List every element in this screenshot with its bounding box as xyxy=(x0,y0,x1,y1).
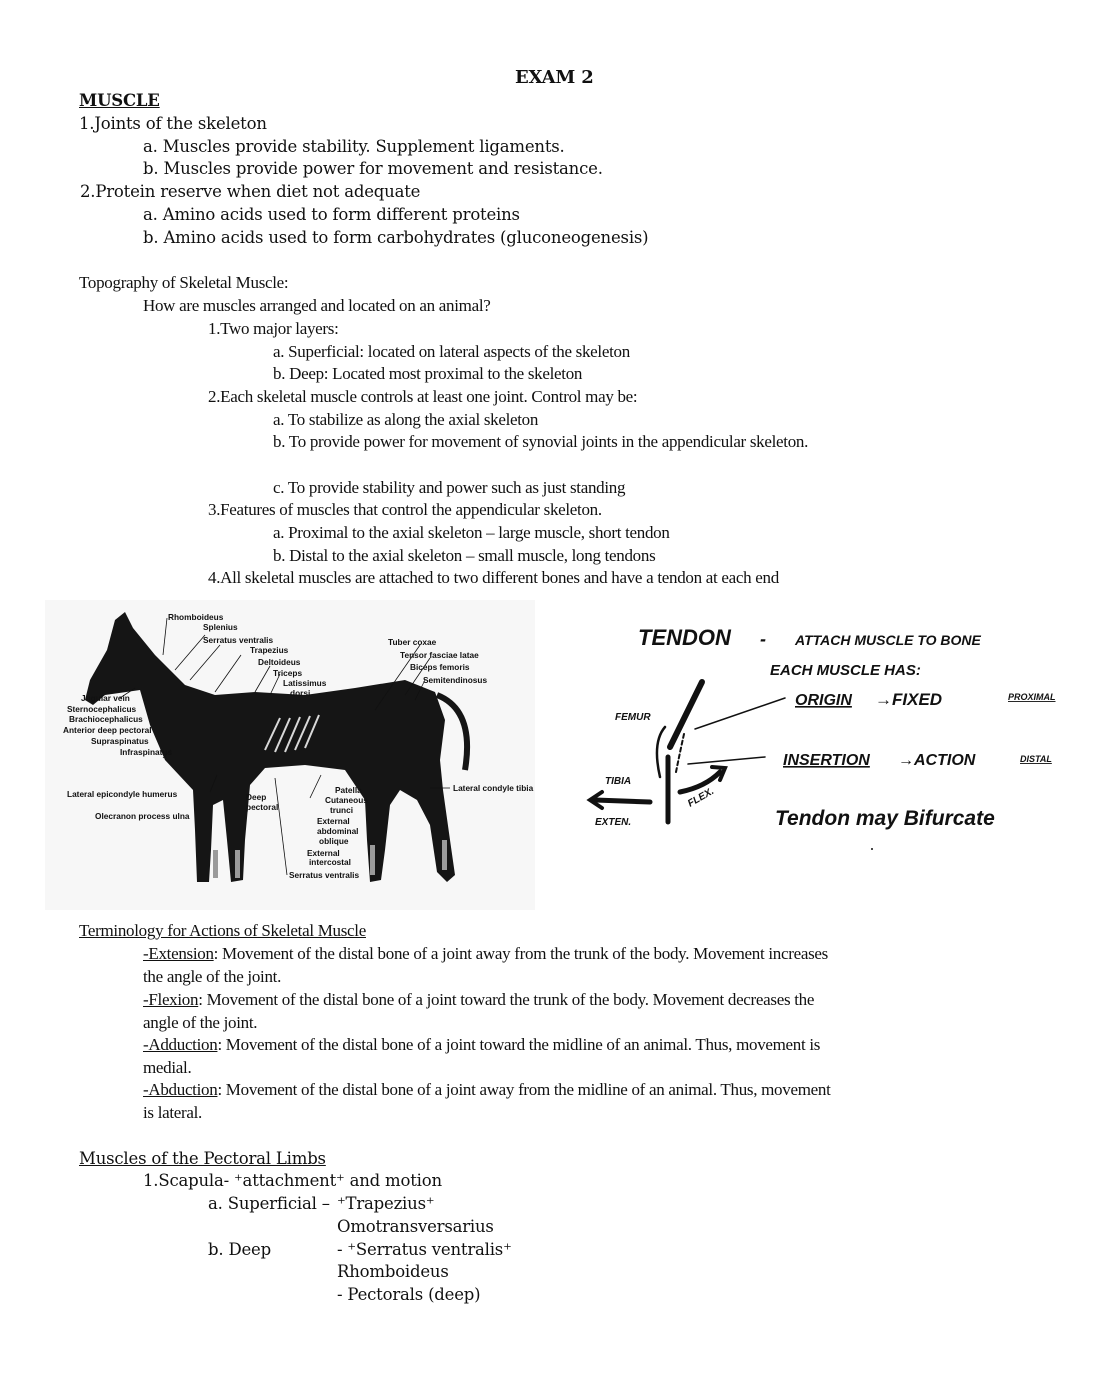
sketch-fixed: →FIXED xyxy=(875,690,943,709)
sketch-definition: ATTACH MUSCLE TO BONE xyxy=(795,632,981,648)
term-abduction-cont: is lateral. xyxy=(143,1103,203,1122)
deep-label: b. Deep xyxy=(208,1240,271,1259)
superficial-muscle: ⁺Trapezius⁺ xyxy=(337,1194,435,1213)
list-item: 3.Features of muscles that control the appendicular skeleton. xyxy=(208,500,602,519)
label-external-1: External xyxy=(317,816,350,826)
label-triceps: Triceps xyxy=(273,668,303,678)
list-item: c. To provide stability and power such as just standing xyxy=(273,478,626,497)
sketch-distal: DISTAL xyxy=(1020,754,1052,764)
sketch-proximal: PROXIMAL xyxy=(1008,692,1056,702)
superficial-label: a. Superficial – xyxy=(208,1194,330,1213)
label-anterior-deep-pectoral: Anterior deep pectoral xyxy=(63,725,152,735)
superficial-muscle: Omotransversarius xyxy=(337,1217,494,1236)
label-trapezius: Trapezius xyxy=(250,645,289,655)
label-rhomboideus: Rhomboideus xyxy=(168,612,224,622)
label-intercostal: intercostal xyxy=(309,857,351,867)
label-lateral-condyle-tibia: Lateral condyle tibia xyxy=(453,783,534,793)
list-item: 1.Scapula- ⁺attachment⁺ and motion xyxy=(143,1171,442,1190)
label-semitendinosus: Semitendinosus xyxy=(423,675,488,685)
label-trunci: trunci xyxy=(330,805,354,815)
section-heading-muscle: MUSCLE xyxy=(79,91,160,110)
list-item: a. Superficial: located on lateral aspects of the skeleton xyxy=(273,342,630,361)
label-tensor-fasciae-latae: Tensor fasciae latae xyxy=(400,650,479,660)
sketch-femur-label: FEMUR xyxy=(615,712,651,723)
label-serratus-ventralis-bottom: Serratus ventralis xyxy=(289,870,360,880)
term-definition: : Movement of the distal bone of a joint away from the midline of an animal. Thus, movement xyxy=(217,1080,831,1099)
list-item: 4.All skeletal muscles are attached to two different bones and have a tendon at each end xyxy=(208,568,779,587)
label-jugular-vein: Jugular vein xyxy=(81,693,130,703)
term-name: -Adduction xyxy=(143,1035,218,1054)
horse-muscle-diagram xyxy=(45,600,535,910)
term-extension-cont: the angle of the joint. xyxy=(143,967,282,986)
deep-muscle: - ⁺Serratus ventralis⁺ xyxy=(337,1240,512,1259)
section-heading-terminology: Terminology for Actions of Skeletal Muscle xyxy=(79,921,366,940)
term-definition: : Movement of the distal bone of a joint away from the trunk of the body. Movement increases xyxy=(213,944,828,963)
term-name: -Extension xyxy=(143,944,214,963)
label-cutaneous: Cutaneous xyxy=(325,795,368,805)
deep-muscle: - Pectorals (deep) xyxy=(337,1285,481,1304)
list-item: 2.Each skeletal muscle controls at least one joint. Control may be: xyxy=(208,387,638,406)
label-dorsi: dorsi xyxy=(290,688,311,698)
label-pectoral: pectoral xyxy=(246,802,279,812)
list-item: 2.Protein reserve when diet not adequate xyxy=(80,182,421,201)
term-name: -Abduction xyxy=(143,1080,218,1099)
section-heading-topography: Topography of Skeletal Muscle: xyxy=(79,273,289,292)
list-item: a. Amino acids used to form different proteins xyxy=(143,205,520,224)
section-heading-pectoral-limbs: Muscles of the Pectoral Limbs xyxy=(79,1149,326,1168)
list-item: 1.Two major layers: xyxy=(208,319,339,338)
label-deep: Deep xyxy=(246,792,267,802)
label-brachiocephalicus: Brachiocephalicus xyxy=(69,714,143,724)
term-definition: : Movement of the distal bone of a joint toward the midline of an animal. Thus, movement is xyxy=(217,1035,821,1054)
label-tuber-coxae: Tuber coxae xyxy=(388,637,437,647)
label-deltoideus: Deltoideus xyxy=(258,657,301,667)
term-flexion xyxy=(143,990,814,1010)
label-olecranon-process-ulna: Olecranon process ulna xyxy=(95,811,190,821)
sketch-flex-label: FLEX. xyxy=(686,785,717,810)
sketch-insertion: INSERTION xyxy=(783,752,870,769)
label-latissimus: Latissimus xyxy=(283,678,327,688)
section-question: How are muscles arranged and located on an animal? xyxy=(143,296,491,315)
list-item: b. Deep: Located most proximal to the skeleton xyxy=(273,364,583,383)
label-sternocephalicus: Sternocephalicus xyxy=(67,704,137,714)
term-adduction xyxy=(143,1035,820,1055)
list-item: b. Muscles provide power for movement and resistance. xyxy=(143,159,603,178)
list-item: a. Muscles provide stability. Supplement ligaments. xyxy=(143,137,565,156)
label-oblique: oblique xyxy=(319,836,349,846)
sketch-dash: - xyxy=(760,629,766,649)
term-extension xyxy=(143,944,828,964)
term-definition: : Movement of the distal bone of a joint toward the trunk of the body. Movement decreases the xyxy=(198,990,815,1009)
label-serratus-ventralis-top: Serratus ventralis xyxy=(203,635,274,645)
deep-muscle: Rhomboideus xyxy=(337,1262,449,1281)
label-infraspinatus: Infraspinatus xyxy=(120,747,173,757)
tendon-sketch-diagram xyxy=(580,612,1080,857)
label-biceps-femoris: Biceps femoris xyxy=(410,662,470,672)
list-item: b. Amino acids used to form carbohydrates (gluconeogenesis) xyxy=(143,228,649,247)
label-supraspinatus: Supraspinatus xyxy=(91,736,149,746)
sketch-each-muscle-has: EACH MUSCLE HAS: xyxy=(770,662,921,679)
list-item: b. Distal to the axial skeleton – small muscle, long tendons xyxy=(273,546,656,565)
page-title: EXAM 2 xyxy=(515,67,594,88)
label-abdominal: abdominal xyxy=(317,826,359,836)
term-abduction xyxy=(143,1080,831,1100)
sketch-action: →ACTION xyxy=(898,752,976,769)
list-item: b. To provide power for movement of synovial joints in the appendicular skeleton. xyxy=(273,432,809,451)
sketch-bifurcate-note: Tendon may Bifurcate xyxy=(775,807,995,830)
label-lateral-epicondyle-humerus: Lateral epicondyle humerus xyxy=(67,789,178,799)
term-name: -Flexion xyxy=(143,990,199,1009)
sketch-exten-label: EXTEN. xyxy=(595,817,632,828)
list-item: a. To stabilize as along the axial skeleton xyxy=(273,410,539,429)
sketch-tibia-label: TIBIA xyxy=(605,776,632,787)
label-patella: Patella xyxy=(335,785,362,795)
sketch-origin: ORIGIN xyxy=(795,692,852,709)
sketch-title-tendon: TENDON xyxy=(638,625,731,650)
list-item: 1.Joints of the skeleton xyxy=(79,114,267,133)
label-splenius: Splenius xyxy=(203,622,238,632)
term-adduction-cont: medial. xyxy=(143,1058,192,1077)
label-external-2: External xyxy=(307,848,340,858)
list-item: a. Proximal to the axial skeleton – large muscle, short tendon xyxy=(273,523,670,542)
term-flexion-cont: angle of the joint. xyxy=(143,1013,258,1032)
